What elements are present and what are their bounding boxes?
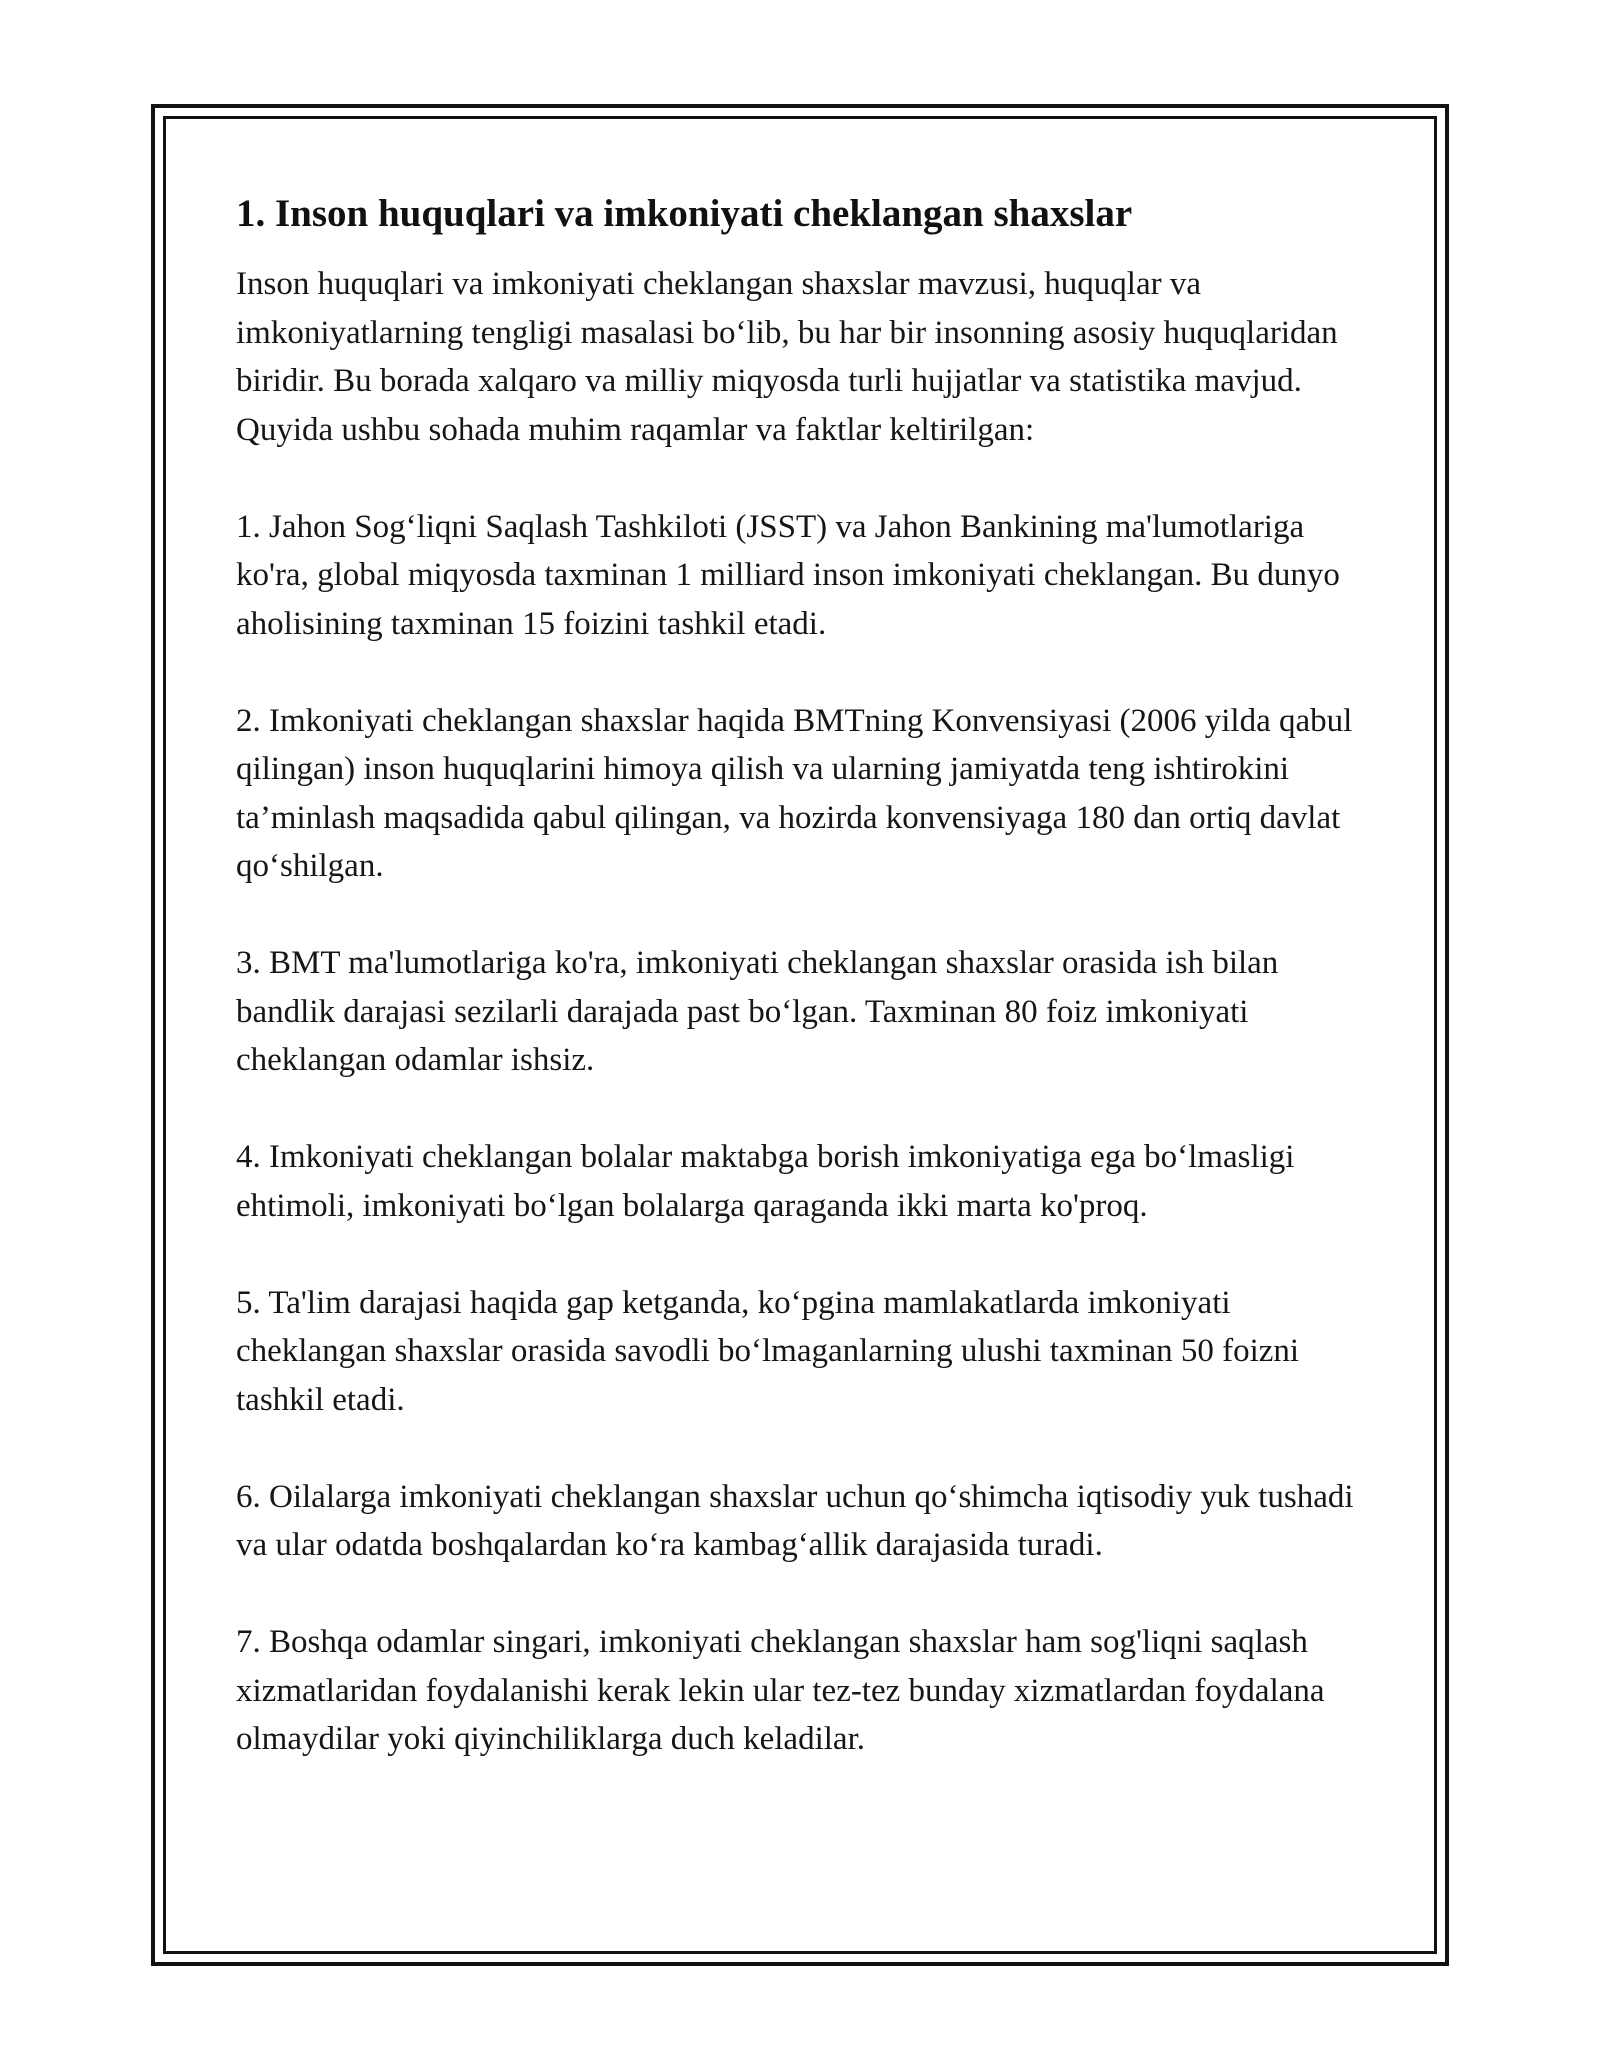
- document-body: [236, 188, 1366, 1812]
- section-heading: 1. Inson huquqlari va imkoniyati cheklangan shaxslar: [236, 192, 1133, 235]
- list-item-5: 5. Ta'lim darajasi haqida gap ketganda, ko‘pgina mamlakatlarda imkoniyati cheklangan shaxslar orasida savodli bo‘lmaganlarning ulushi taxminan 50 foizni tashkil etadi.: [236, 1284, 1300, 1418]
- list-item-3: 3. BMT ma'lumotlariga ko'ra, imkoniyati cheklangan shaxslar orasida ish bilan bandlik darajasi sezilarli darajada past bo‘lgan. Taxminan 80 foiz imkoniyati cheklangan odamlar ishsiz.: [236, 945, 1279, 1078]
- intro-paragraph: Inson huquqlari va imkoniyati cheklangan shaxslar mavzusi, huquqlar va imkoniyatlarning tengligi masalasi bo‘lib, bu har bir insonning asosiy huquqlaridan biridir. Bu borada xalqaro va milliy miqyosda turli hujjatlar va statistika mavjud. Quyida ushbu sohada muhim raqamlar va faktlar keltirilgan:: [236, 266, 1338, 448]
- list-item-4: 4. Imkoniyati cheklangan bolalar maktabga borish imkoniyatiga ega bo‘lmasligi ehtimoli, imkoniyati bo‘lgan bolalarga qaraganda ikki marta ko'proq.: [236, 1139, 1295, 1224]
- list-item-2: 2. Imkoniyati cheklangan shaxslar haqida BMTning Konvensiyasi (2006 yilda qabul qilingan) inson huquqlarini himoya qilish va ularning jamiyatda teng ishtirokini ta’minlash maqsadida qabul qilingan, va hozirda konvensiyaga 180 dan ortiq davlat qo‘shilgan.: [236, 702, 1353, 884]
- list-item-6: 6. Oilalarga imkoniyati cheklangan shaxslar uchun qo‘shimcha iqtisodiy yuk tushadi va ular odatda boshqalardan ko‘ra kambag‘allik darajasida turadi.: [236, 1478, 1354, 1563]
- list-item-7: 7. Boshqa odamlar singari, imkoniyati cheklangan shaxslar ham sog'liqni saqlash xizmatlaridan foydalanishi kerak lekin ular tez-tez bunday xizmatlardan foydalana olmaydilar yoki qiyinchiliklarga duch keladilar.: [236, 1624, 1325, 1757]
- list-item-1: 1. Jahon Sog‘liqni Saqlash Tashkiloti (JSST) va Jahon Bankining ma'lumotlariga ko'ra, global miqyosda taxminan 1 milliard inson imkoniyati cheklangan. Bu dunyo aholisining taxminan 15 foizini tashkil etadi.: [236, 508, 1340, 642]
